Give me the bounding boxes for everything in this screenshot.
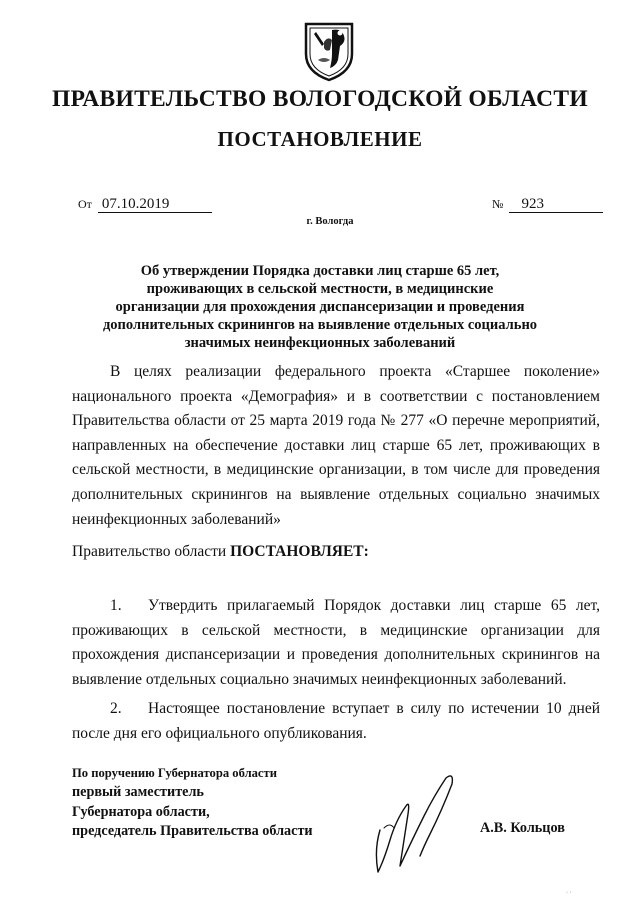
government-title: ПРАВИТЕЛЬСТВО ВОЛОГОДСКОЙ ОБЛАСТИ [52, 86, 588, 112]
date-label: От [78, 197, 92, 211]
number-field [492, 196, 603, 213]
preamble-paragraph: В целях реализации федерального проекта «Старшее поколение» национального проекта «Демография» и в соответствии с постановлением Правительства области от 25 марта 2019 года № 277 «О перечне мероприятий, направленных на обеспечение доставки лиц старше 65 лет, проживающих в сельской местности, в медицинские организации, в том числе для проведения дополнительных скринингов на выявление отдельных социально значимых неинфекционных заболеваний» [72, 363, 600, 528]
resolution-item [72, 594, 600, 692]
item-text: Утвердить прилагаемый Порядок доставки лиц старше 65 лет, проживающих в сельской местности, в медицинские организации для прохождения диспансеризации и проведения дополнительных скринингов на выявление отдельных социально значимых неинфекционных заболеваний. [72, 597, 600, 688]
handwritten-signature-icon [350, 770, 470, 880]
item-text: Настоящее постановление вступает в силу по истечении 10 дней после дня его официального опубликования. [72, 700, 600, 742]
resolves-prefix: Правительство области [72, 543, 227, 560]
resolution-item [72, 697, 600, 746]
signatory-name: А.В. Кольцов [480, 820, 565, 836]
subject-line: дополнительных скринингов на выявление отдельных социально [102, 317, 538, 333]
number-value: 923 [509, 196, 603, 213]
document-subject [80, 262, 560, 352]
signatory-line: председатель Правительства области [72, 823, 313, 840]
resolution-items [72, 594, 600, 747]
subject-line: значимых неинфекционных заболеваний [184, 335, 456, 351]
signatory-line: По поручению Губернатора области [72, 766, 277, 780]
number-label: № [492, 197, 504, 211]
subject-line: проживающих в сельской местности, в медицинские [146, 281, 494, 297]
resolves-verb: ПОСТАНОВЛЯЕТ: [230, 543, 369, 560]
corner-mark: · · [566, 890, 572, 896]
signatory-block [72, 764, 313, 842]
signatory-line: первый заместитель [72, 784, 204, 801]
subject-line: Об утверждении Порядка доставки лиц старше 65 лет, [140, 263, 500, 279]
city-label: г. Вологда [306, 216, 354, 227]
item-number: 2. [110, 700, 122, 718]
preamble-section [72, 360, 600, 532]
resolves-line [72, 540, 600, 565]
date-field [78, 196, 212, 213]
subject-line: организации для прохождения диспансеризации и проведения [115, 299, 525, 315]
item-number: 1. [110, 597, 122, 614]
signatory-line: Губернатора области, [72, 803, 210, 820]
coat-of-arms-emblem-icon [302, 20, 356, 82]
document-type-heading: ПОСТАНОВЛЕНИЕ [217, 127, 423, 151]
date-value: 07.10.2019 [98, 196, 212, 213]
